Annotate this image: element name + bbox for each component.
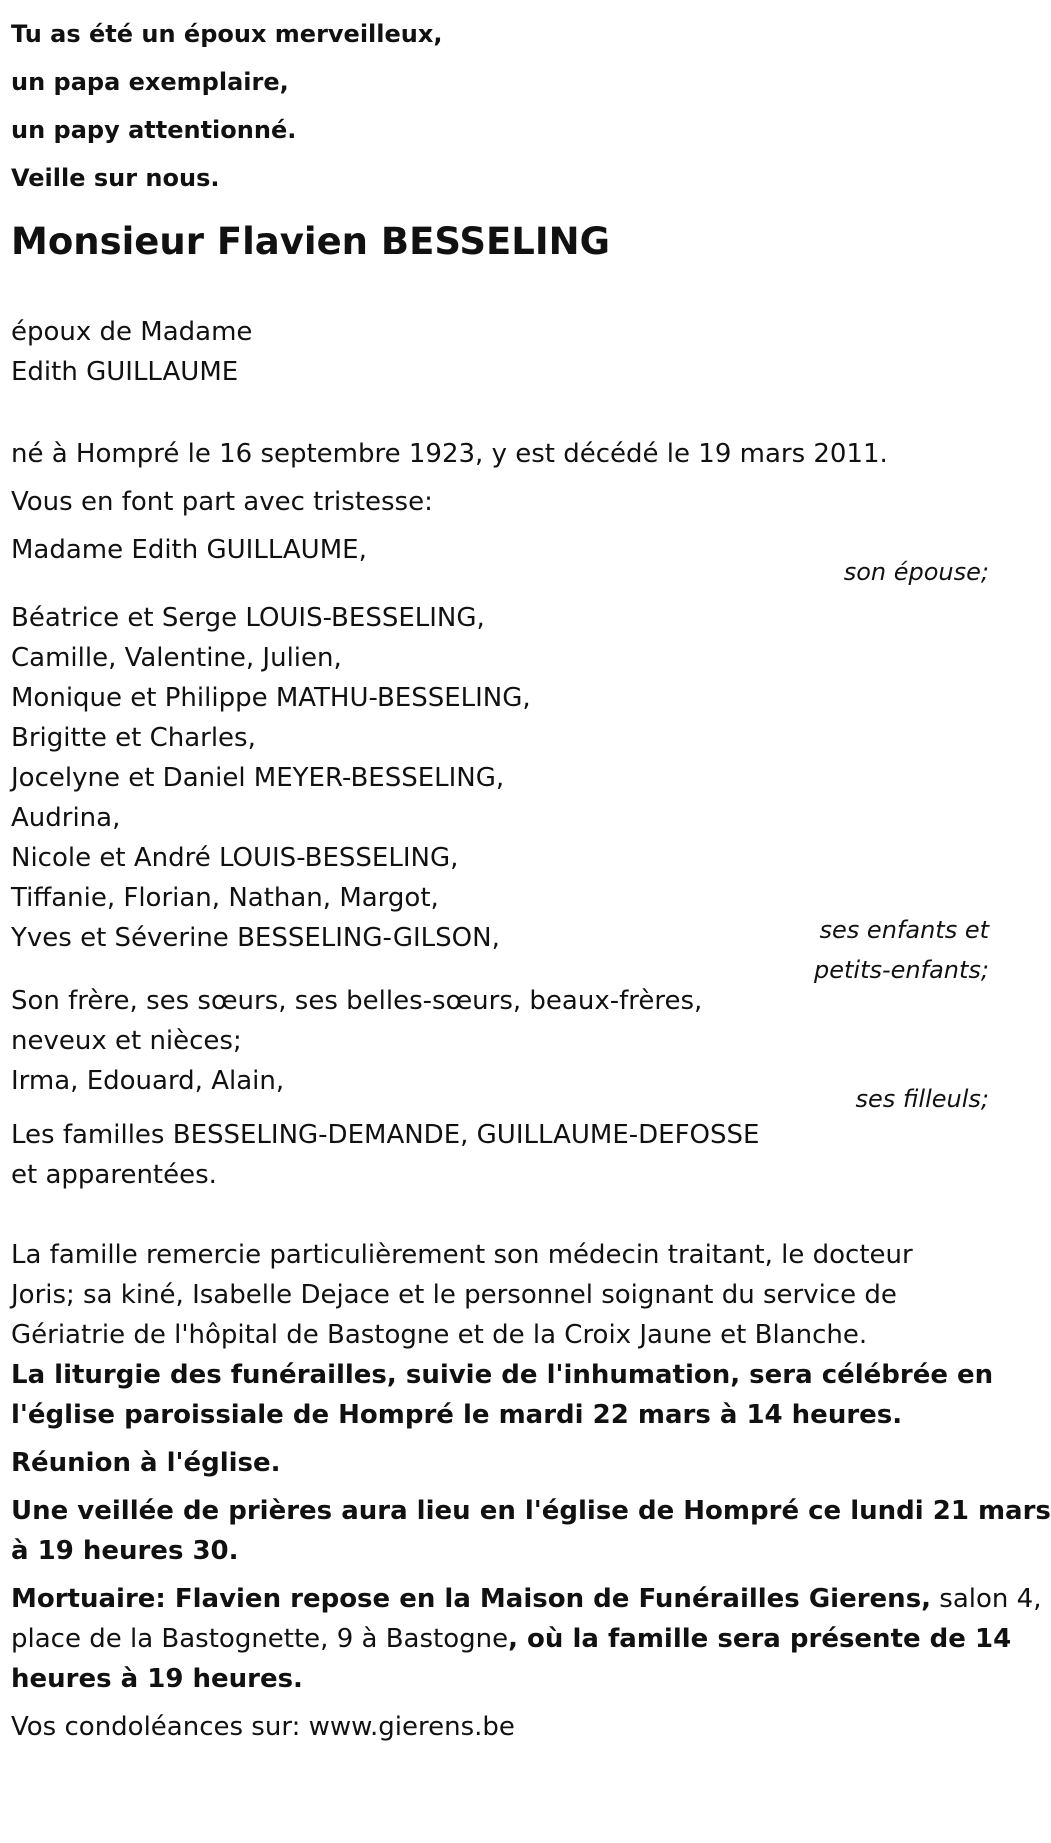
relationship-text: ses filleuls;	[855, 1085, 989, 1113]
mourner-line: Madame Edith GUILLAUME,	[11, 535, 367, 565]
thanks-line: Joris; sa kiné, Isabelle Dejace et le personnel soignant du service de	[11, 1280, 897, 1310]
relationship-label	[814, 910, 989, 990]
mourner-line: Béatrice et Serge LOUIS-BESSELING,	[11, 603, 485, 633]
mourner-group-extended	[11, 981, 989, 1113]
condolences-link-text: Vos condoléances sur: www.gierens.be	[11, 1712, 515, 1742]
mourner-group-spouse	[11, 530, 989, 590]
mortuary-bold-text: heures à 19 heures.	[11, 1664, 303, 1694]
mourner-line: Nicole et André LOUIS-BESSELING,	[11, 843, 459, 873]
spouse-line: Edith GUILLAUME	[11, 357, 239, 387]
mourner-line: Camille, Valentine, Julien,	[11, 643, 342, 673]
mortuary-line	[11, 1659, 989, 1699]
funeral-service-info	[11, 1355, 994, 1435]
spouse-line: époux de Madame	[11, 317, 253, 347]
relationship-label	[844, 552, 989, 592]
vigil-info	[11, 1491, 1051, 1571]
thanks-line: La famille remercie particulièrement son médecin traitant, le docteur	[11, 1240, 913, 1270]
mourner-group-children	[11, 598, 989, 984]
vigil-line: à 19 heures 30.	[11, 1536, 239, 1566]
announcement-intro: Vous en font part avec tristesse:	[11, 487, 433, 517]
relationship-text: son épouse;	[843, 558, 989, 586]
mortuary-regular-text: salon 4,	[931, 1584, 1042, 1614]
spouse-info	[11, 312, 989, 392]
epitaph-line: un papa exemplaire,	[11, 68, 289, 96]
epitaph-verse	[11, 10, 989, 202]
mourner-line: Jocelyne et Daniel MEYER-BESSELING,	[11, 763, 505, 793]
mortuary-bold-text: Mortuaire: Flavien repose en la Maison de Funérailles Gierens,	[11, 1584, 932, 1614]
mourner-line: Son frère, ses sœurs, ses belles-sœurs, beaux-frères,	[11, 986, 703, 1016]
epitaph-line: un papy attentionné.	[11, 116, 297, 144]
relationship-text: petits-enfants;	[814, 956, 989, 984]
meeting-info: Réunion à l'église.	[11, 1448, 281, 1478]
mourner-line: Audrina,	[11, 803, 121, 833]
funeral-line: l'église paroissiale de Hompré le mardi 22 mars à 14 heures.	[11, 1400, 903, 1430]
mourner-line: Monique et Philippe MATHU-BESSELING,	[11, 683, 531, 713]
mortuary-line	[11, 1619, 1012, 1659]
families-line: et apparentées.	[11, 1160, 217, 1190]
funeral-line: La liturgie des funérailles, suivie de l'inhumation, sera célébrée en	[11, 1360, 994, 1390]
epitaph-line: Tu as été un époux merveilleux,	[11, 20, 443, 48]
birth-death-info: né à Hompré le 16 septembre 1923, y est décédé le 19 mars 2011.	[11, 439, 888, 469]
mortuary-bold-text: , où la famille sera présente de 14	[508, 1624, 1012, 1654]
mourner-line: Brigitte et Charles,	[11, 723, 256, 753]
related-families	[11, 1115, 989, 1195]
thanks-line: Gériatrie de l'hôpital de Bastogne et de la Croix Jaune et Blanche.	[11, 1320, 868, 1350]
mourner-line: Irma, Edouard, Alain,	[11, 1066, 285, 1096]
thanks-paragraph	[11, 1235, 989, 1355]
mourner-line: Yves et Séverine BESSELING-GILSON,	[11, 923, 500, 953]
mourner-line: Tiffanie, Florian, Nathan, Margot,	[11, 883, 439, 913]
epitaph-line: Veille sur nous.	[11, 164, 220, 192]
mourner-line: neveux et nièces;	[11, 1026, 242, 1056]
families-line: Les familles BESSELING-DEMANDE, GUILLAUME-DEFOSSE	[11, 1120, 760, 1150]
deceased-name: Monsieur Flavien BESSELING	[11, 220, 610, 263]
mortuary-info	[11, 1579, 1042, 1699]
mortuary-line	[11, 1579, 1042, 1619]
relationship-label	[856, 1079, 989, 1119]
obituary-page	[0, 10, 1051, 1843]
mortuary-regular-text: place de la Bastognette, 9 à Bastogne	[11, 1624, 509, 1654]
relationship-text: ses enfants et	[819, 916, 989, 944]
vigil-line: Une veillée de prières aura lieu en l'église de Hompré ce lundi 21 mars	[11, 1496, 1051, 1526]
